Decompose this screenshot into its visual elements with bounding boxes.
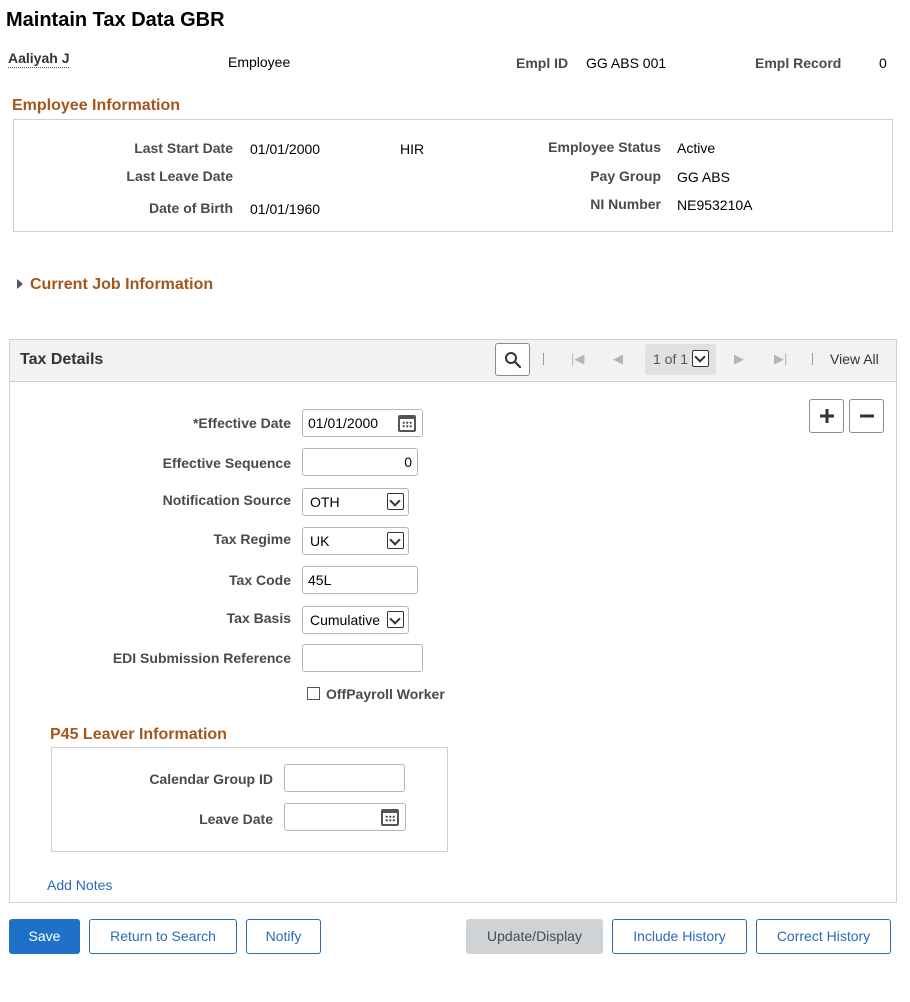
current-job-information-title: Current Job Information — [30, 276, 214, 293]
page-title: Maintain Tax Data GBR — [6, 9, 225, 31]
previous-page-icon[interactable]: ◀ — [613, 351, 623, 366]
pager-text: 1 of 1 — [653, 351, 689, 367]
ni-number-value: NE953210A — [677, 197, 753, 213]
chevron-down-icon — [387, 532, 404, 549]
employee-name-link[interactable]: Aaliyah J — [8, 50, 70, 66]
calendar-icon[interactable] — [398, 415, 416, 432]
p45-leaver-information-box — [51, 747, 448, 852]
leave-date-label: Leave Date — [199, 811, 273, 827]
search-button[interactable] — [495, 343, 530, 376]
notification-source-value: OTH — [310, 494, 340, 510]
notification-source-label: Notification Source — [162, 492, 291, 508]
employee-status-label: Employee Status — [548, 139, 661, 155]
return-to-search-button[interactable]: Return to Search — [89, 919, 237, 954]
tax-code-input[interactable] — [302, 566, 418, 594]
delete-row-button[interactable] — [849, 399, 884, 433]
tax-regime-value: UK — [310, 533, 330, 549]
calendar-group-id-input[interactable] — [284, 764, 405, 792]
pay-group-value: GG ABS — [677, 169, 730, 185]
empl-record-label: Empl Record — [755, 55, 842, 71]
chevron-down-icon — [387, 611, 404, 628]
last-leave-date-label: Last Leave Date — [126, 168, 233, 184]
date-of-birth-label: Date of Birth — [149, 200, 233, 216]
add-row-button[interactable] — [809, 399, 844, 433]
plus-icon — [819, 408, 835, 424]
tax-regime-label: Tax Regime — [213, 531, 291, 547]
add-notes-link[interactable]: Add Notes — [47, 877, 113, 893]
notify-button[interactable]: Notify — [246, 919, 321, 954]
separator — [812, 353, 813, 365]
tax-basis-select[interactable] — [302, 606, 409, 634]
ni-number-label: NI Number — [590, 196, 661, 212]
employee-information-title: Employee Information — [12, 97, 181, 114]
empl-id-label: Empl ID — [516, 55, 569, 71]
offpayroll-worker-label: OffPayroll Worker — [326, 686, 445, 702]
offpayroll-worker-checkbox[interactable] — [307, 687, 320, 700]
save-button[interactable]: Save — [9, 919, 80, 954]
minus-icon — [859, 408, 875, 424]
calendar-group-id-label: Calendar Group ID — [149, 771, 273, 787]
action-code: HIR — [400, 141, 425, 157]
last-start-date-value: 01/01/2000 — [250, 141, 321, 157]
edi-submission-reference-input[interactable] — [302, 644, 423, 672]
effective-sequence-label: Effective Sequence — [162, 455, 291, 471]
tax-basis-value: Cumulative — [310, 612, 381, 628]
empl-id-value: GG ABS 001 — [586, 55, 667, 71]
include-history-button[interactable]: Include History — [612, 919, 747, 954]
pay-group-label: Pay Group — [590, 168, 661, 184]
pager-select[interactable] — [645, 344, 716, 375]
edi-submission-reference-label: EDI Submission Reference — [112, 650, 291, 666]
first-page-icon[interactable]: |◀ — [571, 351, 585, 366]
update-display-button: Update/Display — [466, 919, 603, 954]
search-icon — [504, 351, 522, 369]
empl-record-value: 0 — [879, 55, 887, 71]
last-page-icon[interactable]: ▶| — [774, 351, 788, 366]
tax-regime-select[interactable] — [302, 527, 409, 555]
view-all-link[interactable]: View All — [830, 351, 879, 367]
calendar-icon[interactable] — [381, 809, 399, 826]
tax-code-label: Tax Code — [229, 572, 291, 588]
p45-leaver-information-title: P45 Leaver Information — [50, 726, 227, 743]
tax-details-header — [9, 339, 897, 382]
next-page-icon[interactable]: ▶ — [734, 351, 744, 366]
effective-date-label: *Effective Date — [192, 415, 291, 431]
employee-status-value: Active — [677, 140, 716, 156]
separator — [543, 353, 544, 365]
correct-history-button[interactable]: Correct History — [756, 919, 891, 954]
expand-triangle-icon — [17, 279, 23, 289]
tax-basis-label: Tax Basis — [226, 610, 291, 626]
notification-source-select[interactable] — [302, 488, 409, 516]
chevron-down-icon — [387, 493, 404, 510]
date-of-birth-value: 01/01/1960 — [250, 201, 321, 217]
employee-role: Employee — [228, 54, 291, 70]
tax-details-title: Tax Details — [20, 351, 104, 368]
effective-sequence-input[interactable] — [302, 448, 418, 476]
last-start-date-label: Last Start Date — [134, 140, 233, 156]
chevron-down-icon — [692, 350, 709, 367]
